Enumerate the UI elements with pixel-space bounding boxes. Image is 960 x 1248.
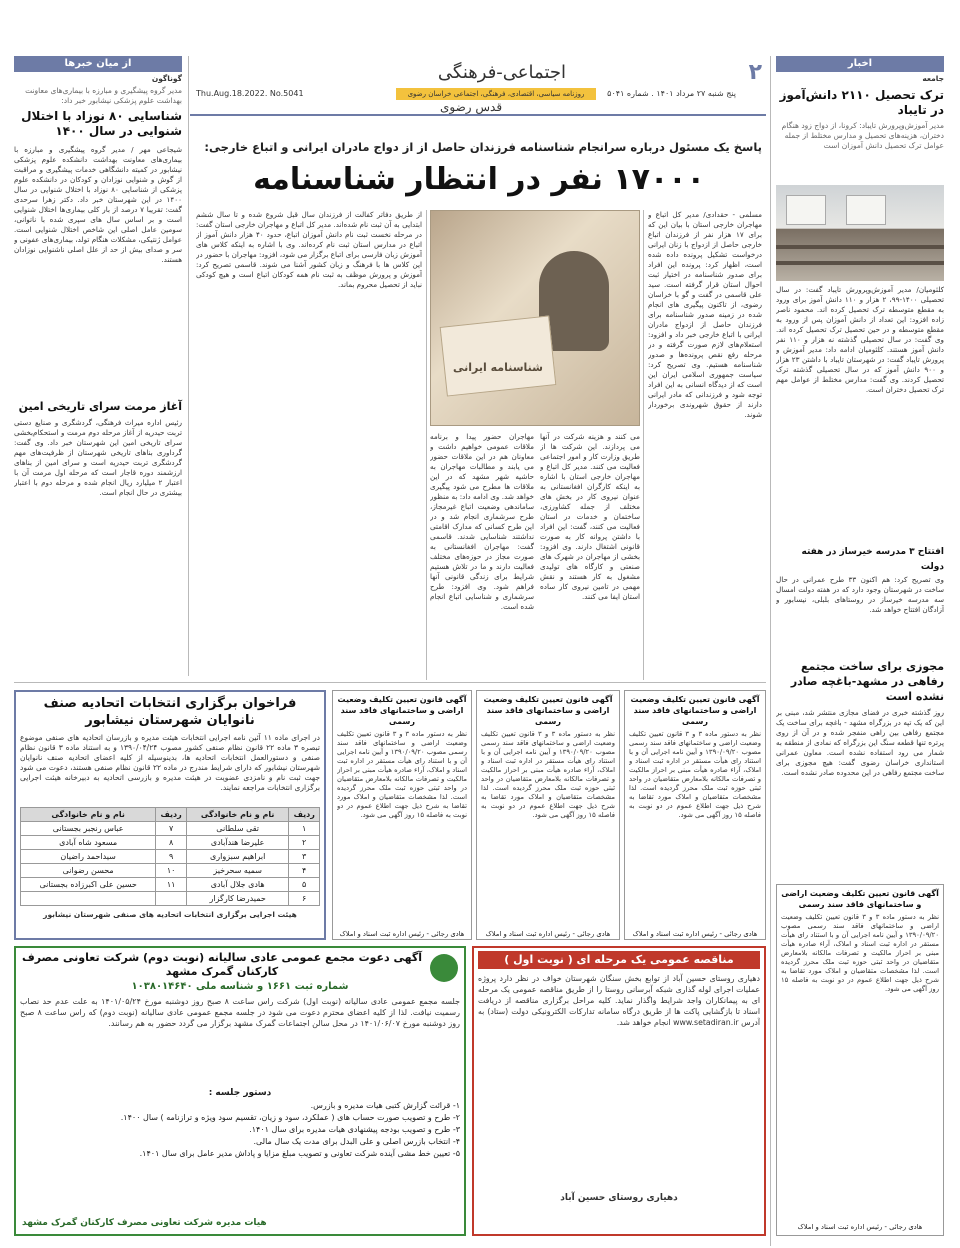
table-cell: هادی جلال آبادی — [186, 878, 288, 892]
news1-body: کلثومیان/ مدیر آموزش‌وپرورش تایباد گفت: در سال تحصیلی ۱۴۰۰-۹۹، ۲ هزار و ۱۱۰ دانش آموز برای ورود به مقطع متوسطه ترک تحصیل کرده اند. محمود ناصر زاده افزود: این تعداد از دانش آموزان پس از ورود به مقطع متوسطه و در حین تحصیل ترک تحصیل کرده اند. وی گفت: در سال تحصیلی گذشته نه هزار و ۱۱۰ نفر دانش آموز هستند. کلثومیان ادامه داد: مدیر آموزش و پرورش تایباد گفت: در شهرستان تایباد با داشتن ۲۳ هزار و ۹۰۰ دانش آموز که در سال تحصیلی گذشته ترک تحصیل کردند. وی گفت: مدارس مختلط از عوامل مهم ترک تحصیل دختران است. — [776, 285, 944, 394]
agenda-item: ۲- طرح و تصویب صورت حساب های ( عملکرد، سود و زیان، تقسیم سود ویژه و ترازنامه ) سال ۱۴۰۰. — [120, 1113, 460, 1122]
legal-notice-1-title: آگهی قانون تعیین تکلیف وضعیت اراضی و ساختمانهای فاقد سند رسمی — [337, 695, 467, 726]
table-row — [21, 836, 320, 850]
agenda-item: ۴- انتخاب بازرس اصلی و علی البدل برای مدت یک سال مالی. — [253, 1137, 460, 1146]
legal-notice-1-footer: هادی رجائی - رئیس اداره ثبت اسناد و املاک — [339, 930, 465, 938]
legal-notice-1-body: نظر به دستور ماده ۳ و ۳ قانون تعیین تکلیف وضعیت اراضی و ساختمانهای فاقد سند رسمی مصوب ۱۳۹۰/۰۹/۲۰ و آیین نامه اجرایی آن و با استناد رای هیأت مستقر در اداره ثبت اسناد و املاک، آراء صادره هیأت مبنی بر احراز مالکیت و تصرفات مالکانه بلامعارض متقاضیان در واحد ثبتی حوزه ثبت ملک محرز گردیده است. لذا مشخصات متقاضیان و املاک مورد تقاضا به شرح ذیل جهت اطلاع عموم در دو نوبت به فاصله ۱۵ روز آگهی می شود. — [337, 730, 467, 819]
main-kicker: پاسخ یک مسئول درباره سرانجام شناسنامه فرزندان حاصل از از دواج مادران ایرانی و اتباع خارجی: — [204, 140, 762, 154]
table-cell: حسین علی اکبرزاده بجستانی — [21, 878, 156, 892]
table-cell: علیرضا هندآبادی — [186, 836, 288, 850]
legal-notice-4 — [776, 884, 944, 1236]
table-cell: ۱۱ — [156, 878, 187, 892]
table-row — [21, 864, 320, 878]
table-cell: ابراهیم سبزواری — [186, 850, 288, 864]
ad-coop-title: آگهی دعوت مجمع عمومی عادی سالیانه (نوبت دوم) شرکت تعاونی مصرف کارکنان گمرک مشهد — [21, 951, 423, 978]
ad-tender — [472, 946, 766, 1236]
issue-date-en: Thu.Aug.18.2022. No.5041 — [196, 89, 304, 98]
page-number: ۲ — [748, 60, 762, 85]
main-col1: مسلمی - حقدادی/ مدیر کل اتباع و مهاجران خارجی استان با بیان این که برای ۱۷ هزار نفر از فرزندان اتباع خارجی حاصل از ازدواج با زنان ایرانی درخواست تشکیل پرونده داده شده است، اظهار کرد: پرونده این افراد برای صدور شناسنامه در اختیار ثبت احوال استان قرار گرفته است. سید علی قاسمی در گفت و گو با خراسان رضوی، از تاکنون پیگیری های انجام شده در زمینه صدور شناسنامه برای فرزندان حاصل از ازدواج مادران ایرانی با اتباع خارجی خبر داد و افزود: استعلام‌های لازم صورت گرفته و در مرحله رفع نقص پرونده‌ها و صدور شناسنامه هستیم. وی تصریح کرد: سیاست جمهوری اسلامی ایران این است که از دیدگاه انسانی به این افراد توجه شود و فرزندانی که مادر ایرانی دارند از حقوق شهروندی برخوردار شوند. — [648, 210, 762, 419]
legal-notice-4-body: نظر به دستور ماده ۳ و ۳ قانون تعیین تکلیف وضعیت اراضی و ساختمانهای فاقد سند رسمی مصوب ۱۳۹۰/۰۹/۲۰ و آیین نامه اجرایی آن و با استناد رای هیأت مستقر در اداره ثبت اسناد و املاک، آراء صادره هیأت مبنی بر احراز مالکیت و تصرفات مالکانه بلامعارض متقاضیان در واحد ثبتی حوزه ثبت ملک محرز گردیده است. لذا مشخصات متقاضیان و املاک مورد تقاضا به شرح ذیل جهت اطلاع عموم در دو نوبت به فاصله ۱۵ روز آگهی می شود. — [781, 913, 939, 993]
table-cell: ۱۰ — [156, 864, 187, 878]
main-photo — [430, 210, 640, 426]
left-news2-body: رئیس اداره میراث فرهنگی، گردشگری و صنایع دستی تربت حیدریه از آغاز مرحله دوم مرمت و استحکام‌بخشی سرای تاریخی امین این شهرستان خبر داد. وی گفت: گرداوری بناهای تاریخی شهرستان از ظرفیت‌های مهم گردشگری تربت حیدریه است و سرای امین از بناهای ارزشمند دوره قاجار است که مرحله اول مرمت آن با اعتبار ۲ میلیارد ریال انجام شده و مرحله دوم با اعتبار بیشتری در حال انجام است. — [14, 418, 182, 497]
left-news1-title: شناسایی ۸۰ نوزاد با اختلال شنوایی در سال ۱۴۰۰ — [21, 109, 182, 138]
table-cell: ۴ — [289, 864, 320, 878]
masthead — [190, 56, 766, 116]
left-news1-body: شیجاعی مهر / مدیر گروه پیشگیری و مبارزه با بیماری‌های معاونت بهداشت دانشکده علوم پزشکی نیشابور در کمیته دانشگاهی خدمات پیشگیری و مراقبت از گوش و شنوایی نوزادان و کودکان در دانشکده علوم پزشکی از شناسایی ۸۰ نوزاد با اختلال شنوایی در سال ۱۴۰۰ در این شهرستان خبر داد. دکتر زهرا سرحدی گفت: تقریبا ۷ درصد از بار کلی بیماری‌ها اختلال شنوایی است و بر اساس سال های سپری شده با ناتوانی، سومین عامل اصلی این شاخص اختلال شنوایی است. عوامل ژنتیکی، مشکلات هنگام تولد، بیماری‌های عفونی و سر و صدای بیش از حد از علل اصلی ناشنوایی نوزادان هستند. — [14, 145, 182, 264]
table-cell: ۵ — [289, 878, 320, 892]
ad-election — [14, 690, 326, 940]
legal-notice-3-title: آگهی قانون تعیین تکلیف وضعیت اراضی و ساختمانهای فاقد سند رسمی — [630, 695, 760, 726]
news-subtag-left: گوناگون — [151, 74, 182, 83]
ad-coop-footer: هیات مدیره شرکت تعاونی مصرف کارکنان گمرک مشهد — [22, 1218, 267, 1228]
table-cell: سمیه سحرخیز — [186, 864, 288, 878]
ad-election-title: فراخوان برگزاری انتخابات اتحادیه صنف نانوایان شهرستان نیشابور — [43, 696, 297, 728]
agenda-item: ۵- تعیین خط مشی آینده شرکت تعاونی و تصویب مبلغ مزایا و پاداش مدیر عامل برای سال ۱۴۰۱. — [139, 1149, 460, 1158]
left-news2-title: آغاز مرمت سرای تاریخی امین — [18, 400, 182, 413]
table-header: نام و نام خانوادگی — [21, 808, 156, 822]
table-row — [21, 822, 320, 836]
table-cell: ۸ — [156, 836, 187, 850]
table-row — [21, 850, 320, 864]
legal-notice-4-title: آگهی قانون تعیین تکلیف وضعیت اراضی و ساختمانهای فاقد سند رسمی — [781, 889, 939, 909]
main-col2: می کنند و هزینه شرکت در آنها می پردازند. این شرکت ها از طریق وزارت کار و امور اجتماعی فعالیت می کنند. مدیر کل اتباع و مهاجران خارجی استان با اشاره به اینکه کارگران افغانستانی به عنوان نیروی کار در بخش های مختلف از جمله کشاورزی، ساختمان و خدمات در استان فعالیت می کنند، گفت: این افراد با داشتن پروانه کار به صورت قانونی اشتغال دارند. وی افزود: بخشی از مهاجران در شهرک های صنعتی و کارگاه های تولیدی مشغول به کار هستند و نقش مهمی در تامین نیروی کار ساده استان ایفا می کنند. — [540, 432, 640, 601]
classroom-photo — [776, 185, 944, 281]
section-title: اجتماعی-فرهنگی — [437, 62, 566, 83]
ad-coop-body: جلسه مجمع عمومی عادی سالیانه (نوبت اول) شرکت راس ساعت ۸ صبح روز دوشنبه مورخ ۱۴۰۱/۰۵/۲۴ به علت عدم حد نصاب رسمیت نیافت. لذا از کلیه اعضای محترم دعوت می شود در جلسه مجمع عمومی عادی سالیانه (نوبت دوم) که راس ساعت ۸ صبح روز دوشنبه مورخ ۱۴۰۱/۰۶/۰۷ در محل سالن اجتماعات گمرک مشهد برگزار می گردد حضور به هم رسانند. — [20, 997, 460, 1028]
table-cell — [156, 892, 187, 906]
legal-notice-3-body: نظر به دستور ماده ۳ و ۳ قانون تعیین تکلیف وضعیت اراضی و ساختمانهای فاقد سند رسمی مصوب ۱۳۹۰/۰۹/۲۰ و آیین نامه اجرایی آن و با استناد رای هیأت مستقر در اداره ثبت اسناد و املاک، آراء صادره هیأت مبنی بر احراز مالکیت و تصرفات مالکانه بلامعارض متقاضیان در واحد ثبتی حوزه ثبت ملک محرز گردیده است. لذا مشخصات متقاضیان و املاک مورد تقاضا به شرح ذیل جهت اطلاع عموم در دو نوبت به فاصله ۱۵ روز آگهی می شود. — [629, 730, 761, 819]
table-cell: ۱ — [289, 822, 320, 836]
photo-caption: شناسنامه ایرانی — [453, 361, 543, 374]
table-cell: حمیدرضا کارگزار — [186, 892, 288, 906]
table-header: ردیف — [156, 808, 187, 822]
legal-notice-2-footer: هادی رجائی - رئیس اداره ثبت اسناد و املاک — [485, 930, 611, 938]
news-subtag: جامعه — [922, 74, 944, 83]
ad-coop-agenda-title: دستور جلسه : — [208, 1088, 272, 1098]
legal-notice-3 — [624, 690, 766, 940]
news1-lead: مدیر آموزش‌وپرورش تایباد: کرونا، از دواج زود هنگام دختران، هزینه‌های تحصیل و مدارس مختلط از جمله عوامل ترک تحصیل دانش آموزان است — [781, 121, 944, 150]
legal-notice-1 — [332, 690, 472, 940]
table-cell: عباس رنجبر بجستانی — [21, 822, 156, 836]
ad-tender-title: مناقصه عمومی یک مرحله ای ( نوبت اول ) — [478, 951, 760, 969]
table-row — [21, 892, 320, 906]
main-headline: ۱۷۰۰۰ نفر در انتظار شناسنامه — [253, 162, 705, 197]
newspaper-logo: قدس رضوی — [440, 100, 503, 114]
agenda-item: ۱- قرائت گزارش کتبی هیات مدیره و بازرس. — [310, 1101, 460, 1110]
news3-body: روز گذشته خبری در فضای مجازی منتشر شد، مبنی بر این که یک تپه در بزرگراه مشهد - باغچه برای ساخت یک مجتمع رفاهی بین راهی منفجر شده و در آن از روی پرتره تنها قطعه سنگ این بزرگراه که نمادی از منطقه به شمار می رود استفاده نشده است. معاون عمرانی استانداری خراسان رضوی گفت: هیچ مجوزی برای ساخت مجتمع رفاهی در این محدوده صادر نشده است. — [776, 708, 944, 777]
left-column — [14, 56, 182, 676]
table-cell: تقی سلطانی — [186, 822, 288, 836]
table-header: ردیف — [289, 808, 320, 822]
table-cell: ۷ — [156, 822, 187, 836]
coop-logo-icon — [430, 954, 458, 982]
ad-election-footer: هیئت اجرایی برگزاری انتخابات اتحادیه های صنفی شهرستان نیشابور — [43, 910, 297, 919]
ad-coop-agenda — [20, 1100, 460, 1160]
news2-body: وی تصریح کرد: هم اکنون ۳۳ طرح عمرانی در حال ساخت در شهرستان وجود دارد که در هفته دولت امسال سه مدرسه خیرساز در روستاهای بلبلی، نیسابور و آزادگان افتتاح خواهد شد. — [776, 575, 944, 614]
ad-coop — [14, 946, 466, 1236]
news-tag-left: از میان خبر‌ها — [14, 56, 182, 72]
issue-date: پنج شنبه ۲۷ مرداد ۱۴۰۱ . شماره ۵۰۴۱ — [607, 89, 736, 98]
legal-notice-2-title: آگهی قانون تعیین تکلیف وضعیت اراضی و ساختمانهای فاقد سند رسمی — [483, 695, 613, 726]
table-cell: مسعود شاه آبادی — [21, 836, 156, 850]
table-cell: ۳ — [289, 850, 320, 864]
news-tag: اخبار — [776, 56, 944, 72]
legal-notice-4-footer: هادی رجائی - رئیس اداره ثبت اسناد و املاک — [797, 1223, 923, 1231]
agenda-item: ۳- طرح و تصویب بودجه پیشنهادی هیات مدیره برای سال ۱۴۰۱. — [249, 1125, 460, 1134]
right-column — [776, 56, 944, 878]
legal-notice-3-footer: هادی رجائی - رئیس اداره ثبت اسناد و املاک — [632, 930, 758, 938]
main-col3: مهاجران حضور پیدا و برنامه ملاقات عمومی خواهیم داشت و معاونان هم در این ملاقات حضور می یابند و مطالبات مهاجران به حاشیه شهر مشهد که در این ملاقات ها مطرح می شود پیگیری خواهد شد. وی ادامه داد: به منظور ساماندهی وضعیت اتباع غیرمجاز، طرح سرشماری انجام شد و در این طرح کسانی که مدارک اقامتی نداشتند شناسایی شدند. قاسمی گفت: مهاجران افغانستانی به صورت مجاز در حوزه‌های مختلف فعالیت دارند و ما در تلاش هستیم شرایط برای زندگی قانونی آنها فراهم شود. وی افزود: طرح سرشماری و شناسایی اتباع انجام شده است. — [430, 432, 534, 611]
news3-title: مجوزی برای ساخت مجتمع رفاهی در مشهد-باغچه صادر نشده است — [790, 660, 944, 703]
table-row — [21, 878, 320, 892]
candidates-table — [20, 807, 320, 906]
table-cell: ۲ — [289, 836, 320, 850]
ad-tender-footer: دهیاری روستای حسین آباد — [560, 1193, 678, 1203]
table-cell: ۶ — [289, 892, 320, 906]
main-col4: از طریق دفاتر کفالت از فرزندان سال قبل شروع شده و تا سال ششم ابتدایی به آن ثبت نام شده‌اند. مدیر کل اتباع و مهاجران خارجی استان گفت: در مرحله نخست ثبت نام دانش آموزان اتباع، حدود ۴۰ هزار دانش آموز از اتباع در مدارس استان ثبت نام کرده‌اند. وی با اشاره به اینکه کلاس های آموزش زبان فارسی برای اتباع برگزار می شود، افزود: مهاجران با حضور در این کلاس ها با فرهنگ و زبان کشور آشنا می شوند. قاسمی تصریح کرد: آموزش و پرورش موظف به ثبت نام همه کودکان اتباع است و هیچ کودکی نباید از تحصیل محروم بماند. — [196, 210, 422, 289]
legal-notice-2 — [476, 690, 620, 940]
ad-election-body: در اجرای ماده ۱۱ آئین نامه اجرایی انتخابات هیئت مدیره و بازرسان اتحادیه های صنفی موضوع تبصره ۳ ماده ۲۲ قانون نظام صنفی کشور مصوب ۱۳۹۰/۰۴/۲۴ و به استناد ماده ۳ قانون نظام صنفی و دستورالعمل انتخابات اتحادیه ها، بدینوسیله از کلیه اعضای اتحادیه صنف نانوایان شهرستان نیشابور که دارای شرایط مندرج در ماده ۲۲ قانون نظام صنفی هستند، دعوت می شود جهت ثبت نام و نامزدی عضویت در هیئت مدیره و بازرسی اتحادیه به دبیرخانه هیئت اجرایی برگزاری انتخابات مراجعه نمایند. — [20, 733, 320, 792]
left-lead: مدیر گروه پیشگیری و مبارزه با بیماری‌های معاونت بهداشت علوم پزشکی نیشابور خبر داد: — [25, 86, 182, 105]
legal-notice-2-body: نظر به دستور ماده ۳ و ۳ قانون تعیین تکلیف وضعیت اراضی و ساختمانهای فاقد سند رسمی مصوب ۱۳۹۰/۰۹/۲۰ و آیین نامه اجرایی آن و با استناد رای هیأت مستقر در اداره ثبت اسناد و املاک، آراء صادره هیأت مبنی بر احراز مالکیت و تصرفات مالکانه بلامعارض متقاضیان در واحد ثبتی حوزه ثبت ملک محرز گردیده است. لذا مشخصات متقاضیان و املاک مورد تقاضا به شرح ذیل جهت اطلاع عموم در دو نوبت به فاصله ۱۵ روز آگهی می شود. — [481, 730, 615, 819]
table-cell: محسن رضوانی — [21, 864, 156, 878]
table-cell — [21, 892, 156, 906]
masthead-subtitle: روزنامه سیاسی، اقتصادی، فرهنگی، اجتماعی خراسان رضوی — [396, 88, 596, 100]
ad-tender-body: دهیاری روستای حسین آباد از توابع بخش سنگان شهرستان خواف در نظر دارد پروژه عملیات اجرای لوله گذاری شبکه آبرسانی روستا را از طریق مناقصه عمومی یک مرحله ای به پیمانکاران واجد شرایط واگذار نماید. کلیه مراحل برگزاری مناقصه از دریافت اسناد تا بازگشایی پاکت ها از طریق درگاه سامانه تدارکات الکترونیکی دولت (ستاد) به آدرس www.setadiran.ir انجام خواهد شد. — [478, 974, 760, 1027]
news2-title: افتتاح ۳ مدرسه خیرساز در هفته دولت — [801, 547, 944, 572]
table-header: نام و نام خانوادگی — [186, 808, 288, 822]
ad-coop-sub: شماره ثبت ۱۶۶۱ و شناسه ملی ۱۰۳۸۰۱۴۶۴۰ — [131, 981, 349, 992]
news1-title: ترک تحصیل ۲۱۱۰ دانش‌آموز در تایباد — [779, 88, 944, 117]
table-cell: سیداحمد راضیان — [21, 850, 156, 864]
table-cell: ۹ — [156, 850, 187, 864]
